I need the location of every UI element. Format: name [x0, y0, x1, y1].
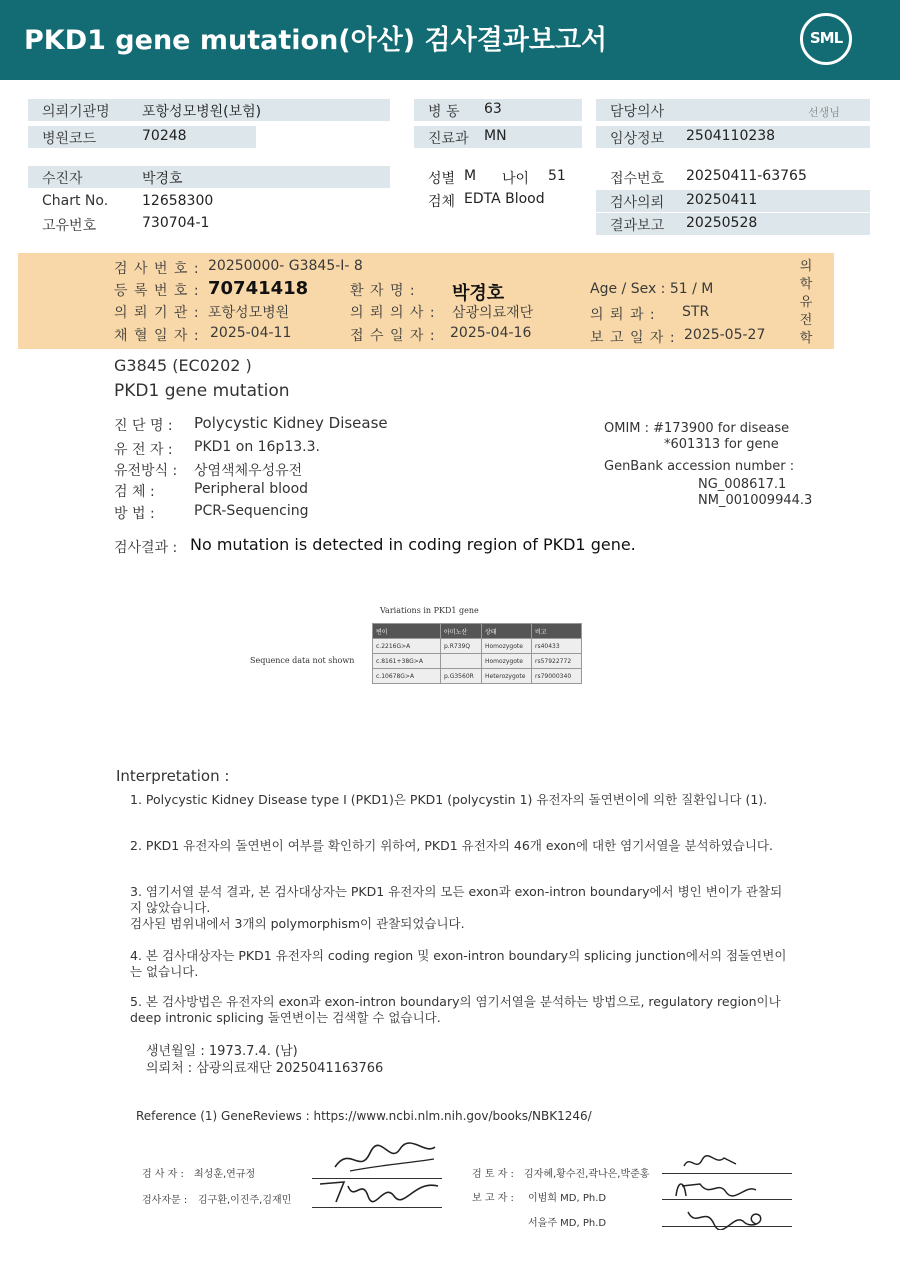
test-no: 20250000- G3845-I- 8 — [208, 258, 363, 274]
table-cell: Heterozygote — [482, 669, 532, 684]
omim-gene: *601313 for gene — [664, 437, 779, 452]
patient-name-label: 환 자 명 : — [350, 283, 416, 299]
sml-logo: SML — [800, 13, 852, 65]
reference: Reference (1) GeneReviews : https://www.ncbi.nlm.nih.gov/books/NBK1246/ — [136, 1109, 592, 1123]
table-cell: p.R739Q — [441, 639, 482, 654]
sex-label: 성별 — [428, 171, 456, 187]
specimen-value: EDTA Blood — [464, 191, 545, 207]
signature-advisor — [314, 1172, 444, 1208]
column-header: 비고 — [532, 624, 582, 639]
interpretation-item-1: 1. Polycystic Kidney Disease type I (PKD1)은 PKD1 (polycystin 1) 유전자의 돌연변이에 의한 질환입니다 (1). — [130, 792, 768, 807]
column-header: 아미노산 — [441, 624, 482, 639]
method-value: PCR-Sequencing — [194, 503, 309, 519]
method-label: 방 법 : — [114, 506, 155, 522]
dept-value: STR — [682, 304, 710, 320]
inheritance-label: 유전방식 : — [114, 463, 178, 479]
signature-reporter-1 — [670, 1176, 760, 1202]
test-no-label: 검 사 번 호 : — [114, 261, 200, 277]
result-report-field: 결과보고 20250528 — [596, 213, 870, 235]
variations-caption: Variations in PKD1 gene — [380, 606, 479, 615]
patient-field: 수진자 박경호 — [28, 166, 390, 188]
reg-no-label: 등 록 번 호 : — [114, 283, 200, 299]
advisor-names: 김구환,이진주,김재민 — [198, 1195, 292, 1206]
table-row — [373, 639, 582, 654]
interpretation-item-5: 5. 본 검사방법은 유전자의 exon과 exon-intron boundary의 염기서열을 분석하는 방법으로, regulatory region이나 deep intronic splicing 돌연변이는 검색할 수 없습니다. — [130, 994, 781, 1025]
interpretation-item-4: 4. 본 검사대상자는 PKD1 유전자의 coding region 및 exon-intron boundary의 splicing junction에서의 점돌연변이는 없습니다. — [130, 948, 787, 979]
interpretation-item-3b: 검사된 범위내에서 3개의 polymorphism이 관찰되었습니다. — [130, 916, 465, 931]
interpretation-item-2: 2. PKD1 유전자의 돌연변이 여부를 확인하기 위하여, PKD1 유전자의 46개 exon에 대한 염기서열을 분석하였습니다. — [130, 838, 773, 853]
collect-date: 2025-04-11 — [210, 325, 292, 341]
dept-label: 의 뢰 과 : — [590, 307, 656, 323]
diagnosis-label: 진 단 명 : — [114, 418, 173, 434]
reviewer-names: 김자혜,황수진,곽나은,박준홍 — [524, 1169, 650, 1180]
age-sex: Age / Sex : 51 / M — [590, 281, 714, 297]
table-cell: c.2216G>A — [373, 639, 441, 654]
interpretation-title: Interpretation : — [116, 767, 230, 785]
test-code: G3845 (EC0202 ) — [114, 356, 252, 375]
reporter-label: 보 고 자 : — [472, 1193, 514, 1204]
department-field: 진료과 MN — [414, 126, 582, 148]
gene-label: 유 전 자 : — [114, 442, 173, 458]
advisor-label: 검사자문 : — [142, 1195, 188, 1206]
table-row — [373, 654, 582, 669]
receipt-date: 2025-04-16 — [450, 325, 532, 341]
variations-table — [372, 623, 582, 684]
diagnosis-value: Polycystic Kidney Disease — [194, 414, 388, 432]
interpretation-item-3: 3. 염기서열 분석 결과, 본 검사대상자는 PKD1 유전자의 모든 exon과 exon-intron boundary에서 병인 변이가 관찰되지 않았습니다. — [130, 884, 783, 915]
table-header-row — [373, 624, 582, 639]
hospital-code-field: 병원코드 70248 — [28, 126, 256, 148]
table-cell: Homozygote — [482, 654, 532, 669]
report-date-label: 보 고 일 자 : — [590, 330, 676, 346]
req-doctor: 삼광의료재단 — [452, 305, 534, 321]
gene-value: PKD1 on 16p13.3. — [194, 439, 320, 455]
clinical-info-field: 임상정보 2504110238 — [596, 126, 870, 148]
org-value: 포항성모병원 — [208, 305, 290, 321]
report-date: 2025-05-27 — [684, 327, 766, 343]
reporter-2: 서을주 MD, Ph.D — [528, 1218, 607, 1229]
report-header — [0, 0, 900, 80]
birth-date: 생년월일 : 1973.7.4. (남) — [146, 1044, 298, 1059]
table-cell — [441, 654, 482, 669]
table-row — [373, 669, 582, 684]
inheritance-value: 상염색체우성유전 — [194, 463, 303, 479]
unique-no-field: 고유번호 730704-1 — [42, 215, 210, 234]
genbank-ng: NG_008617.1 — [698, 477, 787, 492]
doctor-field: 담당의사 선생님 — [596, 99, 870, 121]
req-doctor-label: 의 뢰 의 사 : — [350, 305, 436, 321]
specimen-type-value: Peripheral blood — [194, 481, 309, 497]
table-cell: c.10678G>A — [373, 669, 441, 684]
signature-reporter-2 — [684, 1204, 780, 1230]
org-label: 의 뢰 기 관 : — [114, 305, 200, 321]
tester-names: 최성훈,연규정 — [194, 1169, 256, 1180]
report-title: PKD1 gene mutation(아산) 검사결과보고서 — [24, 25, 608, 56]
result-label: 검사결과 : — [114, 540, 178, 556]
sequence-note: Sequence data not shown — [250, 656, 355, 665]
test-request-field: 검사의뢰 20250411 — [596, 190, 870, 212]
test-name: PKD1 gene mutation — [114, 381, 290, 401]
column-header: 상태 — [482, 624, 532, 639]
ward-field: 병 동 63 — [414, 99, 582, 121]
request-org-field: 의뢰기관명 포항성모병원(보험) — [28, 99, 390, 121]
age-label: 나이 — [502, 171, 530, 187]
sex-value: M — [464, 168, 477, 184]
result-value: No mutation is detected in coding region of PKD1 gene. — [190, 535, 636, 554]
table-cell: c.8161+38G>A — [373, 654, 441, 669]
table-cell: Homozygote — [482, 639, 532, 654]
patient-name: 박경호 — [452, 283, 505, 304]
column-header: 변이 — [373, 624, 441, 639]
omim-disease: OMIM : #173900 for disease — [604, 421, 790, 436]
specimen-type-label: 검 체 : — [114, 484, 155, 500]
receipt-no-field: 접수번호 20250411-63765 — [610, 168, 807, 187]
genbank-label: GenBank accession number : — [604, 459, 795, 474]
genbank-nm: NM_001009944.3 — [698, 493, 813, 508]
table-cell: p.G3560R — [441, 669, 482, 684]
table-cell: rs79000340 — [532, 669, 582, 684]
reg-no: 70741418 — [208, 278, 309, 299]
reviewer-label: 검 토 자 : — [472, 1169, 514, 1180]
age-value: 51 — [548, 168, 566, 184]
signature-reviewer — [680, 1152, 740, 1174]
receipt-date-label: 접 수 일 자 : — [350, 328, 436, 344]
reporter-1: 이범희 MD, Ph.D — [528, 1193, 607, 1204]
dept-side-label: 의학유전학 — [799, 259, 813, 346]
chart-no-field: Chart No. 12658300 — [42, 193, 214, 209]
table-cell: rs57922772 — [532, 654, 582, 669]
requester: 의뢰처 : 삼광의료재단 2025041163766 — [146, 1061, 384, 1076]
collect-label: 채 혈 일 자 : — [114, 328, 200, 344]
specimen-label: 검체 — [428, 194, 456, 210]
tester-label: 검 사 자 : — [142, 1169, 184, 1180]
table-cell: rs40433 — [532, 639, 582, 654]
